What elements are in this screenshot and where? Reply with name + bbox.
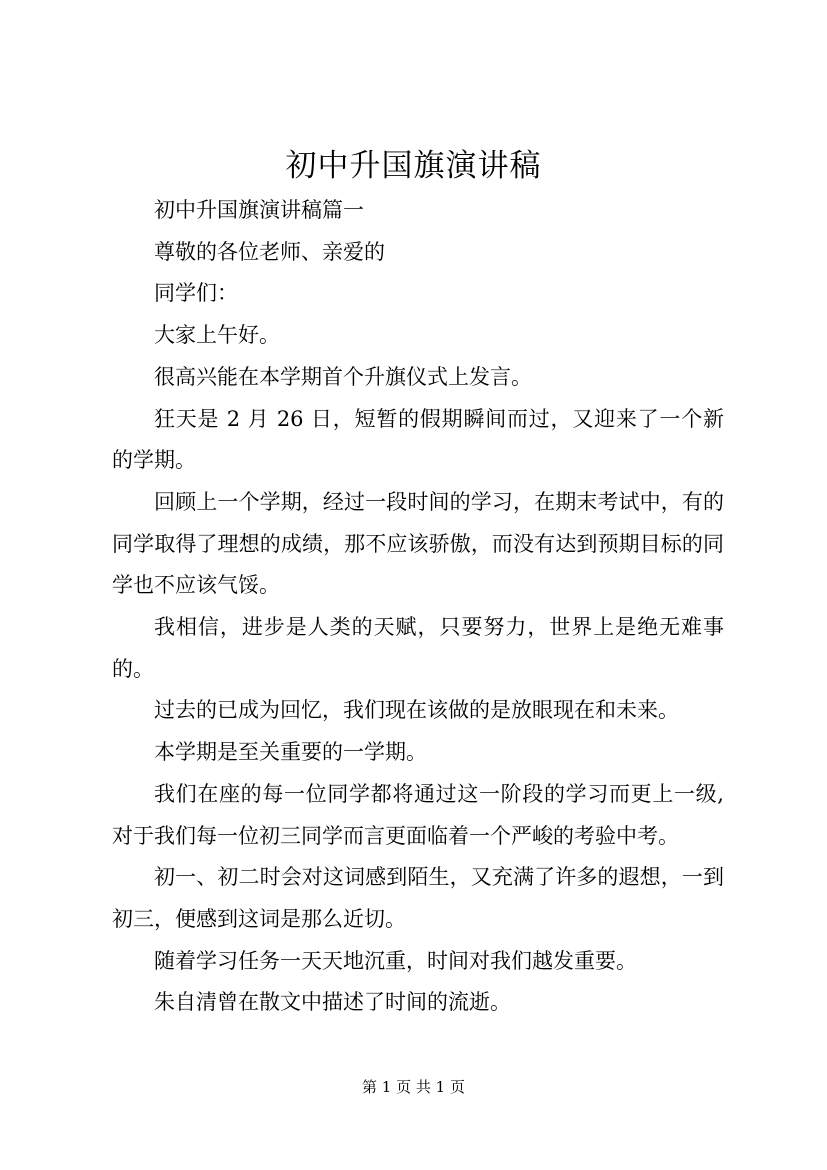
- paragraph: 很高兴能在本学期首个升旗仪式上发言。: [154, 364, 532, 389]
- paragraph: 本学期是至关重要的一学期。: [154, 740, 427, 765]
- document-body: [112, 190, 724, 1024]
- paragraph: 狂天是 2 月 26 日，短暂的假期瞬间而过，又迎来了一个新的学期。: [112, 406, 724, 473]
- paragraph: 同学们：: [154, 281, 238, 306]
- page-footer: 第 1 页 共 1 页: [362, 1078, 465, 1096]
- paragraph: 初一、初二时会对这词感到陌生，又充满了许多的遐想，一到初三，便感到这词是那么近切。: [112, 865, 724, 931]
- paragraph: 初中升国旗演讲稿篇一: [154, 198, 364, 222]
- document-title: 初中升国旗演讲稿: [285, 148, 542, 184]
- paragraph: 过去的已成为回忆，我们现在该做的是放眼现在和未来。: [154, 698, 679, 723]
- paragraph: 随着学习任务一天天地沉重，时间对我们越发重要。: [154, 948, 637, 973]
- paragraph: 朱自清曾在散文中描述了时间的流逝。: [154, 990, 511, 1015]
- paragraph: 我相信，进步是人类的天赋，只要努力，世界上是绝无难事的。: [112, 615, 724, 681]
- paragraph: 我们在座的每一位同学都将通过这一阶段的学习而更上一级,对于我们每一位初三同学而言更面临着一个严峻的考验中考。: [112, 781, 724, 848]
- paragraph: 回顾上一个学期，经过一段时间的学习，在期末考试中，有的同学取得了理想的成绩，那不应该骄傲，而没有达到预期目标的同学也不应该气馁。: [112, 489, 724, 598]
- paragraph: 大家上午好。: [154, 323, 280, 348]
- paragraph: 尊敬的各位老师、亲爱的: [154, 239, 385, 264]
